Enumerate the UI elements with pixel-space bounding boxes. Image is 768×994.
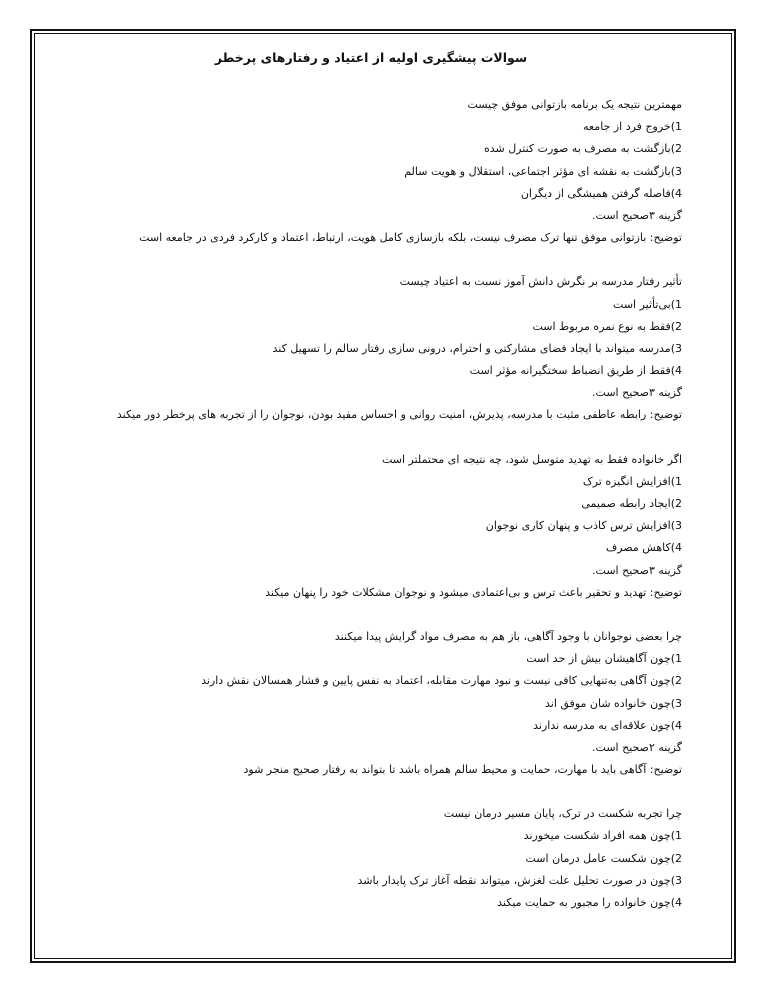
answer-text: گزینه ۲صحیح است. xyxy=(592,740,682,754)
option-2: 2)چون شکست عامل درمان است xyxy=(525,851,682,865)
question-text: چرا بعضی نوجوانان با وجود آگاهی، باز هم به مصرف مواد گرایش پیدا میکنند xyxy=(334,629,682,643)
question-block xyxy=(60,449,682,604)
option-1: 1)خروج فرد از جامعه xyxy=(583,120,682,134)
document-page xyxy=(60,40,682,914)
option-1: 1)افزایش انگیزه ترک xyxy=(582,474,682,488)
option-4: 4)کاهش مصرف xyxy=(605,541,682,555)
question-text: چرا تجربه شکست در ترک، پایان مسیر درمان نیست xyxy=(443,807,682,821)
option-1: 1)بی‌تأثیر است xyxy=(613,297,682,311)
option-3: 3)افزایش ترس کاذب و پنهان کاری نوجوان xyxy=(485,519,682,533)
question-text: تأثیر رفتار مدرسه بر نگرش دانش آموز نسبت به اعتیاد چیست xyxy=(399,275,682,289)
question-block xyxy=(60,626,682,781)
option-1: 1)چون آگاهیشان بیش از حد است xyxy=(526,652,682,666)
option-4: 4)چون علاقه‌ای به مدرسه ندارند xyxy=(533,718,682,732)
question-text: اگر خانواده فقط به تهدید متوسل شود، چه نتیجه ای محتملتر است xyxy=(381,452,682,466)
answer-text: گزینه ۳صحیح است. xyxy=(592,563,682,577)
explanation-text: توضیح: تهدید و تحقیر باعث ترس و بی‌اعتمادی میشود و نوجوان مشکلات خود را پنهان میکند xyxy=(265,585,682,599)
option-4: 4)چون خانواده را مجبور به حمایت میکند xyxy=(497,896,682,909)
explanation-text: توضیح: آگاهی باید با مهارت، حمایت و محیط سالم همراه باشد تا بتواند به رفتار صحیح منجر شود xyxy=(243,763,682,777)
option-4: 4)فقط از طریق انضباط سختگیرانه مؤثر است xyxy=(469,364,682,378)
option-3: 3)چون خانواده شان موفق اند xyxy=(545,696,682,710)
option-3: 3)بازگشت به نقشه ای مؤثر اجتماعی، استقلال و هویت سالم xyxy=(404,164,682,178)
explanation-text: توضیح: بازتوانی موفق تنها ترک مصرف نیست، بلکه بازسازی کامل هویت، ارتباط، اعتماد و کارکرد فردی در جامعه است xyxy=(139,231,682,245)
option-2: 2)ایجاد رابطه صمیمی xyxy=(581,497,682,510)
question-text: مهمترین نتیجه یک برنامه بازتوانی موفق چیست xyxy=(467,98,682,111)
option-4: 4)فاصله گرفتن همیشگی از دیگران xyxy=(520,186,682,200)
question-block xyxy=(60,271,682,426)
document-title: سوالات پیشگیری اولیه از اعتیاد و رفتارهای پرخطر xyxy=(214,50,528,65)
option-1: 1)چون همه افراد شکست میخورند xyxy=(523,829,682,843)
option-3: 3)مدرسه میتواند با ایجاد فضای مشارکتی و احترام، درونی سازی رفتار سالم را تسهیل کند xyxy=(272,341,682,355)
option-2: 2)فقط به نوع نمره مربوط است xyxy=(532,319,682,333)
answer-text: گزینه ۳صحیح است. xyxy=(592,208,682,222)
question-block xyxy=(60,803,682,914)
option-2: 2)بازگشت به مصرف به صورت کنترل شده xyxy=(483,142,682,156)
option-3: 3)چون در صورت تحلیل علت لغزش، میتواند نقطه آغاز ترک پایدار باشد xyxy=(357,873,682,887)
answer-text: گزینه ۳صحیح است. xyxy=(592,386,682,400)
option-2: 2)چون آگاهی به‌تنهایی کافی نیست و نبود مهارت مقابله، اعتماد به نفس پایین و فشار همسالان نقش دارند xyxy=(201,674,682,688)
question-block xyxy=(60,94,682,249)
explanation-text: توضیح: رابطه عاطفی مثبت با مدرسه، پذیرش، امنیت روانی و احساس مفید بودن، نوجوان را از تجربه های پرخطر دور میکند xyxy=(116,408,682,422)
